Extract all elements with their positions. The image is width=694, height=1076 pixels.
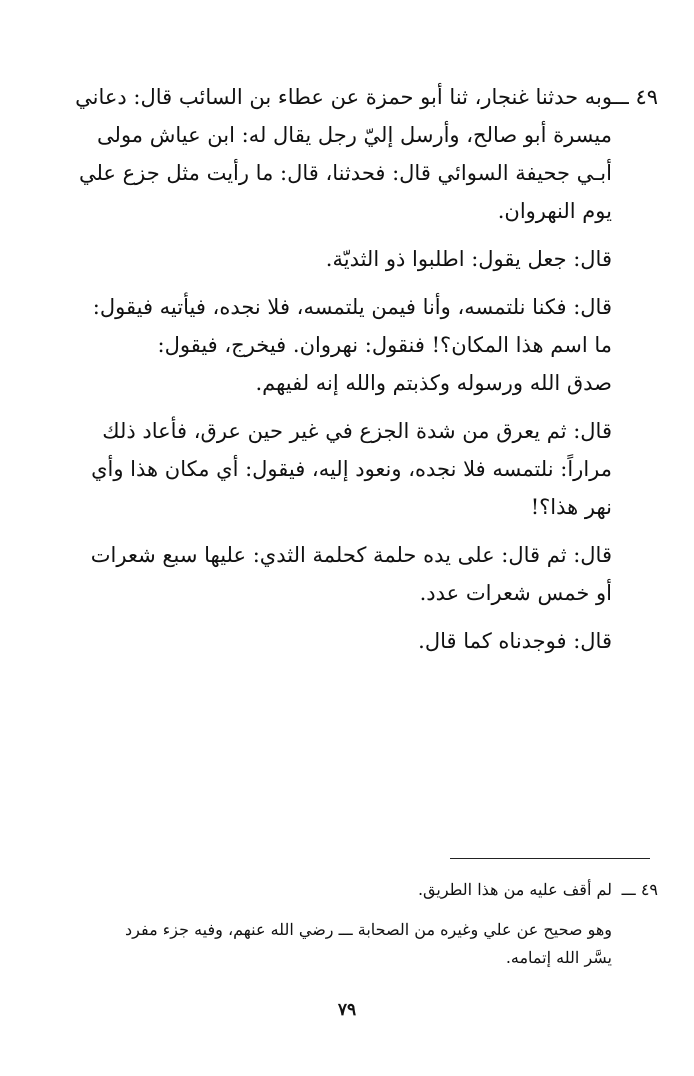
text-line: قال: فكنا نلتمسه، وأنا فيمن يلتمسه، فلا نجده، فيأتيه فيقول: <box>92 295 612 319</box>
text-line: نهر هذا؟! <box>530 495 612 519</box>
text-line: ما اسم هذا المكان؟! فنقول: نهروان. فيخرج، فيقول: <box>157 333 612 357</box>
text-line: أبـي جحيفة السوائي قال: فحدثنا، قال: ما رأيت مثل جزع علي <box>78 161 612 185</box>
hadith-number-value: ٤٩ <box>635 85 658 109</box>
text-line: قال: فوجدناه كما قال. <box>418 629 612 653</box>
text-line: قال: جعل يقول: اطلبوا ذو الثديّة. <box>325 247 612 271</box>
footnote-number-value: ٤٩ <box>640 880 658 899</box>
hadith-block <box>58 78 658 660</box>
text-line: ميسرة أبو صالح، وأرسل إليّ رجل يقال له: ابن عياش مولى <box>97 123 612 147</box>
hadith-number <box>612 78 658 230</box>
footnote-number-dash: ـــ <box>621 880 636 899</box>
hadith-first-paragraph <box>58 78 658 230</box>
footnote-paragraph <box>58 916 612 972</box>
footnote-first-line <box>58 876 658 904</box>
text-line: قال: ثم قال: على يده حلمة كحلمة الثدي: عليها سبع شعرات <box>90 543 612 567</box>
hadith-number-dash: ـــ <box>610 85 629 109</box>
hadith-paragraph <box>58 412 612 526</box>
hadith-first-body <box>58 78 612 230</box>
text-line: يسَّر الله إتمامه. <box>505 948 612 967</box>
text-line: مراراً: نلتمسه فلا نجده، ونعود إليه، فيقول: أي مكان هذا وأي <box>91 457 612 481</box>
text-line: قال: ثم يعرق من شدة الجزع في غير حين عرق، فأعاد ذلك <box>102 419 612 443</box>
footnote-separator <box>450 858 650 859</box>
footnote-number <box>612 876 658 904</box>
text-line: يوم النهروان. <box>497 199 612 223</box>
text-line: أو خمس شعرات عدد. <box>419 581 612 605</box>
footnotes-block <box>58 876 658 972</box>
hadith-paragraph <box>58 536 612 612</box>
text-line: صدق الله ورسوله وكذبتم والله إنه لفيهم. <box>255 371 612 395</box>
text-line: وبه حدثنا غنجار، ثنا أبو حمزة عن عطاء بن السائب قال: دعاني <box>75 85 612 109</box>
hadith-paragraph <box>58 240 612 278</box>
text-line: وهو صحيح عن علي وغيره من الصحابة ـــ رضي الله عنهم، وفيه جزء مفرد <box>125 920 612 939</box>
hadith-paragraph <box>58 288 612 402</box>
footnote-text: لم أقف عليه من هذا الطريق. <box>417 880 612 899</box>
hadith-paragraph <box>58 622 612 660</box>
page-number: ٧٩ <box>337 1000 357 1020</box>
